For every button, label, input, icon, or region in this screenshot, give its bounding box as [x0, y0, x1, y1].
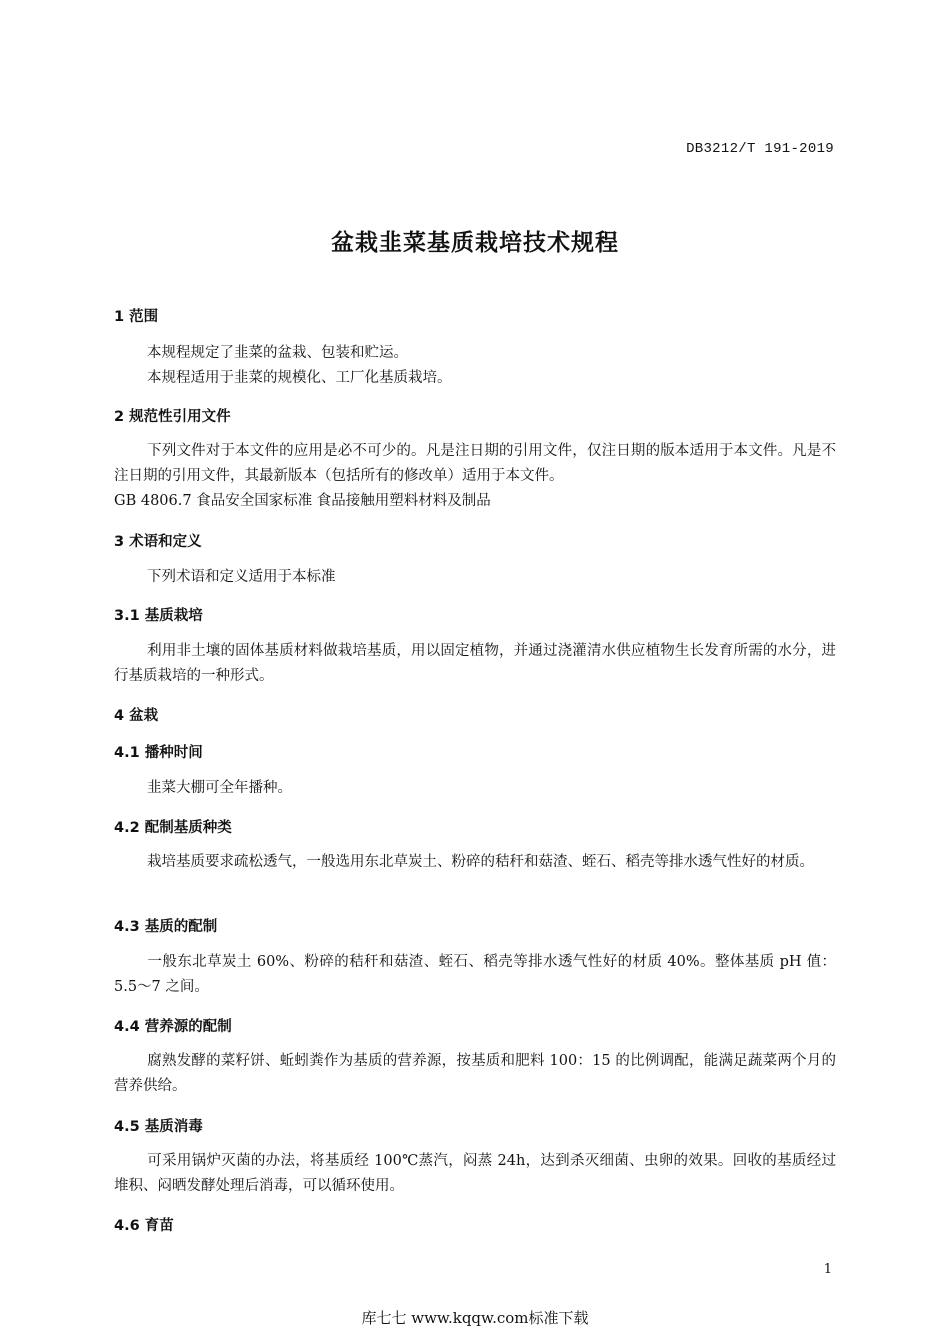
page-number: 1: [823, 1262, 832, 1277]
document-number: DB3212/T 191-2019: [686, 141, 834, 157]
section-4-6-heading: 4.6 育苗: [114, 1218, 174, 1234]
section-3-1-heading: 3.1 基质栽培: [114, 608, 203, 624]
section-4-3-paragraph-1: 一般东北草炭土 60%、粉碎的秸秆和菇渣、蛭石、稻壳等排水透气性好的材质 40%。整体基质 pH 值：5.5～7 之间。: [114, 954, 836, 995]
section-3-heading: 3 术语和定义: [114, 534, 202, 550]
section-1-heading: 1 范围: [114, 309, 159, 325]
section-3-1-paragraph-1: 利用非土壤的固体基质材料做栽培基质，用以固定植物，并通过浇灌清水供应植物生长发育所需的水分，进行基质栽培的一种形式。: [114, 643, 836, 684]
section-4-5-heading: 4.5 基质消毒: [114, 1119, 203, 1135]
section-4-3-heading: 4.3 基质的配制: [114, 919, 218, 935]
section-4-5-paragraph-1: 可采用锅炉灭菌的办法，将基质经 100℃蒸汽，闷蒸 24h，达到杀灭细菌、虫卵的效果。回收的基质经过堆积、闷晒发酵处理后消毒，可以循环使用。: [114, 1153, 836, 1194]
section-1-paragraph-2: 本规程适用于韭菜的规模化、工厂化基质栽培。: [147, 370, 452, 386]
section-4-2-heading: 4.2 配制基质种类: [114, 820, 232, 836]
section-4-1-heading: 4.1 播种时间: [114, 745, 203, 761]
section-2-paragraph-1: 下列文件对于本文件的应用是必不可少的。凡是注日期的引用文件，仅注日期的版本适用于本文件。凡是不注日期的引用文件，其最新版本（包括所有的修改单）适用于本文件。: [114, 443, 836, 484]
footer-watermark: 库七七 www.kqqw.com标准下载: [361, 1309, 589, 1327]
section-4-4-heading: 4.4 营养源的配制: [114, 1019, 232, 1035]
section-4-4-paragraph-1: 腐熟发酵的菜籽饼、蚯蚓粪作为基质的营养源，按基质和肥料 100：15 的比例调配，能满足蔬菜两个月的营养供给。: [114, 1053, 836, 1094]
section-4-2-paragraph-1: 栽培基质要求疏松透气，一般选用东北草炭土、粉碎的秸秆和菇渣、蛭石、稻壳等排水透气性好的材质。: [147, 854, 814, 870]
section-2-heading: 2 规范性引用文件: [114, 409, 231, 425]
section-3-paragraph-1: 下列术语和定义适用于本标准: [147, 569, 336, 585]
section-4-1-paragraph-1: 韭菜大棚可全年播种。: [147, 780, 292, 796]
document-title: 盆栽韭菜基质栽培技术规程: [331, 230, 619, 256]
section-4-heading: 4 盆栽: [114, 708, 159, 724]
section-2-reference: GB 4806.7 食品安全国家标准 食品接触用塑料材料及制品: [114, 493, 491, 509]
section-1-paragraph-1: 本规程规定了韭菜的盆栽、包装和贮运。: [147, 345, 408, 361]
